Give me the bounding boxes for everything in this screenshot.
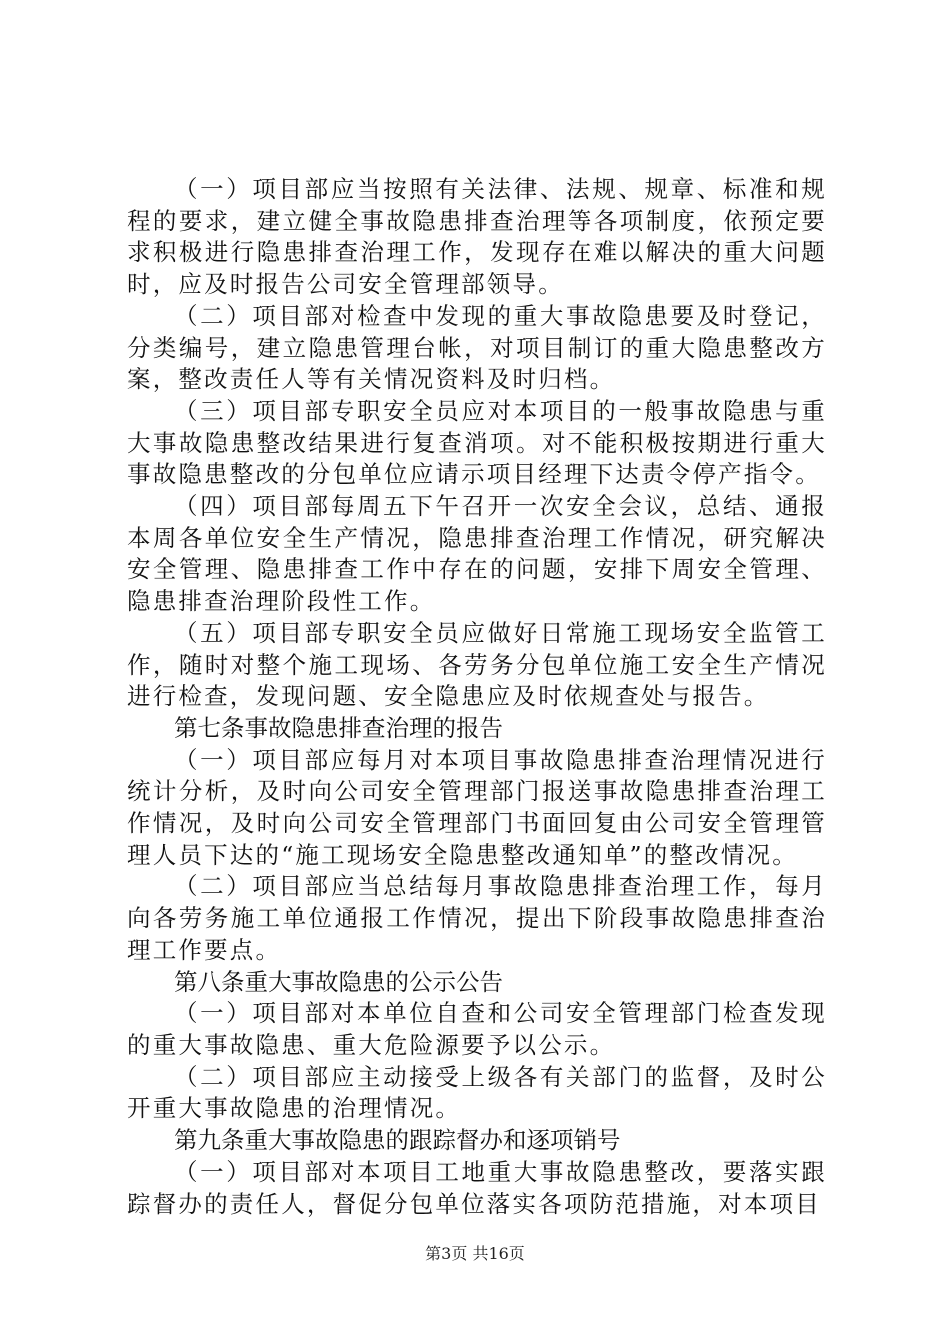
paragraph: （五）项目部专职安全员应做好日常施工现场安全监管工作，随时对整个施工现场、各劳务分包单位施工安全生产情况进行检查，发现问题、安全隐患应及时依规查处与报告。 [127,618,827,711]
paragraph: （二）项目部对检查中发现的重大事故隐患要及时登记，分类编号，建立隐患管理台帐，对项目制订的重大隐患整改方案，整改责任人等有关情况资料及时归档。 [127,301,827,394]
paragraph: （四）项目部每周五下午召开一次安全会议，总结、通报本周各单位安全生产情况，隐患排查治理工作情况，研究解决安全管理、隐患排查工作中存在的问题，安排下周安全管理、隐患排查治理阶段性工作。 [127,492,827,616]
paragraph: （一）项目部对本单位自查和公司安全管理部门检查发现的重大事故隐患、重大危险源要予以公示。 [127,999,827,1059]
paragraph: （三）项目部专职安全员应对本项目的一般事故隐患与重大事故隐患整改结果进行复查消项。对不能积极按期进行重大事故隐患整改的分包单位应请示项目经理下达责令停产指令。 [127,396,827,489]
page-footer: 第3页 共16页 [425,1244,525,1263]
section-heading: 第七条事故隐患排查治理的报告 [174,713,503,742]
paragraph: （一）项目部对本项目工地重大事故隐患整改，要落实跟踪督办的责任人，督促分包单位落实各项防范措施，对本项目 [127,1157,827,1218]
paragraph: （二）项目部应主动接受上级各有关部门的监督，及时公开重大事故隐患的治理情况。 [127,1062,827,1123]
document-body [127,174,827,1220]
paragraph: （二）项目部应当总结每月事故隐患排查治理工作，每月向各劳务施工单位通报工作情况，提出下阶段事故隐患排查治理工作要点。 [127,872,827,964]
paragraph: （一）项目部应每月对本项目事故隐患排查治理情况进行统计分析，及时向公司安全管理部门报送事故隐患排查治理工作情况，及时向公司安全管理部门书面回复由公司安全管理管理人员下达的“施工现场安全隐患整改通知单”的整改情况。 [127,745,827,869]
paragraph: （一）项目部应当按照有关法律、法规、规章、标准和规程的要求，建立健全事故隐患排查治理等各项制度，依预定要求积极进行隐患排查治理工作，发现存在难以解决的重大问题时，应及时报告公司安全管理部领导。 [127,175,827,299]
section-heading: 第八条重大事故隐患的公示公告 [174,967,503,996]
section-heading: 第九条重大事故隐患的跟踪督办和逐项销号 [174,1126,621,1155]
